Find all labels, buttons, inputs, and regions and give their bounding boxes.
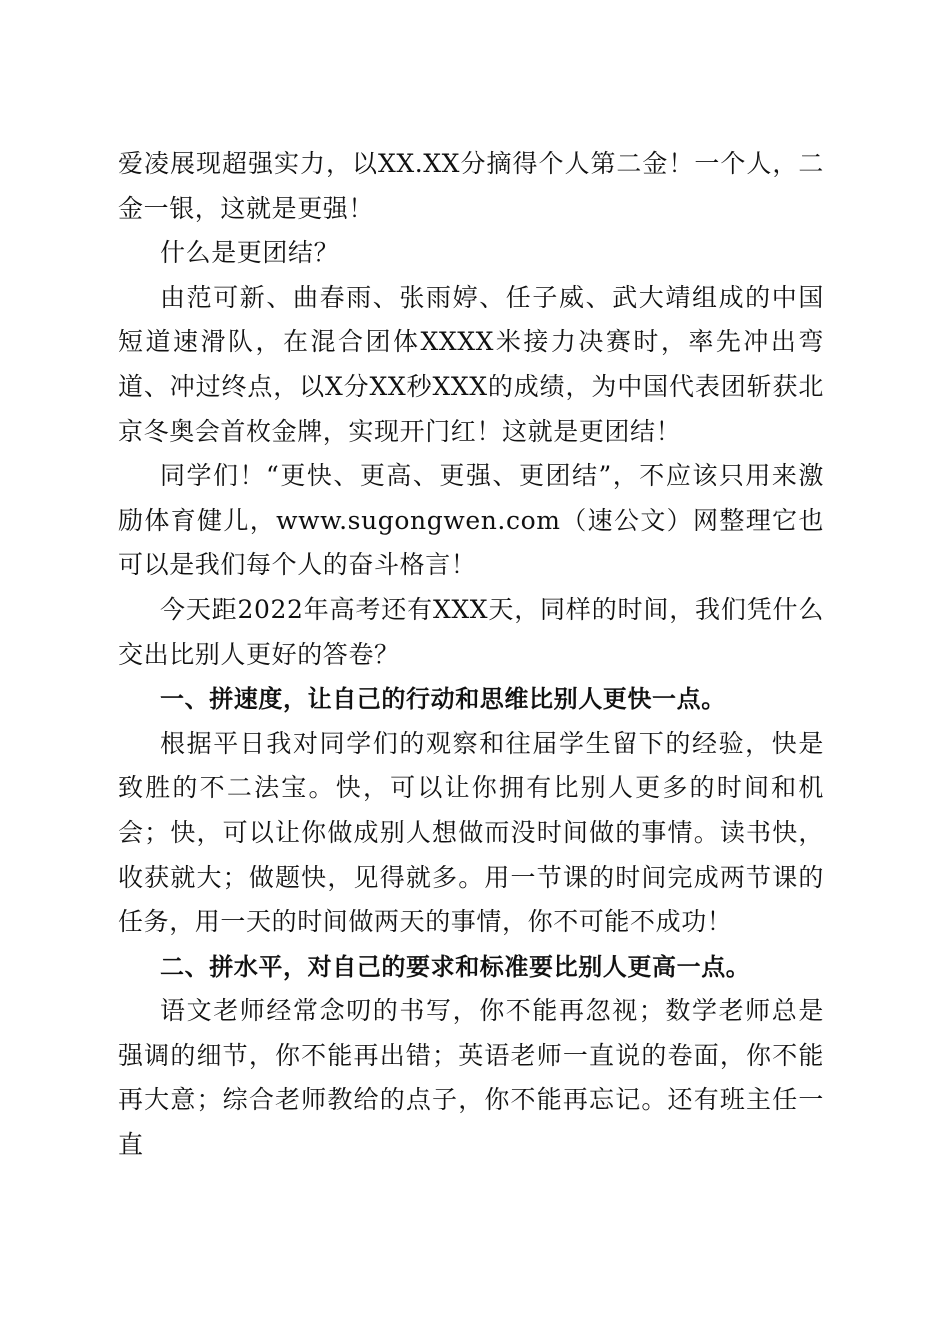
paragraph-4: 同学们！“更快、更高、更强、更团结”，不应该只用来激励体育健儿，www.sugongwen.com（速公文）网整理它也可以是我们每个人的奋斗格言！ — [118, 461, 824, 580]
document-body — [118, 142, 824, 1168]
paragraph-7: 语文老师经常念叨的书写，你不能再忽视；数学老师总是强调的细节，你不能再出错；英语老师一直说的卷面，你不能再大意；综合老师教给的点子，你不能再忘记。还有班主任一直 — [118, 996, 824, 1160]
paragraph-6: 根据平日我对同学们的观察和往届学生留下的经验，快是致胜的不二法宝。快，可以让你拥有比别人更多的时间和机会；快，可以让你做成别人想做而没时间做的事情。读书快，收获就大；做题快，见得就多。用一节课的时间完成两节课的任务，用一天的时间做两天的事情，你不可能不成功！ — [118, 728, 824, 937]
paragraph-5: 今天距2022年高考还有XXX天，同样的时间，我们凭什么交出比别人更好的答卷？ — [118, 594, 824, 669]
paragraph-3: 由范可新、曲春雨、张雨婷、任子威、武大靖组成的中国短道速滑队，在混合团体XXXX米接力决赛时，率先冲出弯道、冲过终点，以X分XX秒XXX的成绩，为中国代表团斩获北京冬奥会首枚金牌，实现开门红！这就是更团结！ — [118, 282, 824, 446]
section-heading-2: 二、拼水平，对自己的要求和标准要比别人更高一点。 — [160, 952, 751, 981]
section-heading-1: 一、拼速度，让自己的行动和思维比别人更快一点。 — [160, 685, 726, 714]
paragraph-1: 爱凌展现超强实力，以XX.XX分摘得个人第二金！一个人，二金一银，这就是更强！ — [118, 149, 824, 223]
paragraph-2: 什么是更团结？ — [160, 238, 340, 268]
